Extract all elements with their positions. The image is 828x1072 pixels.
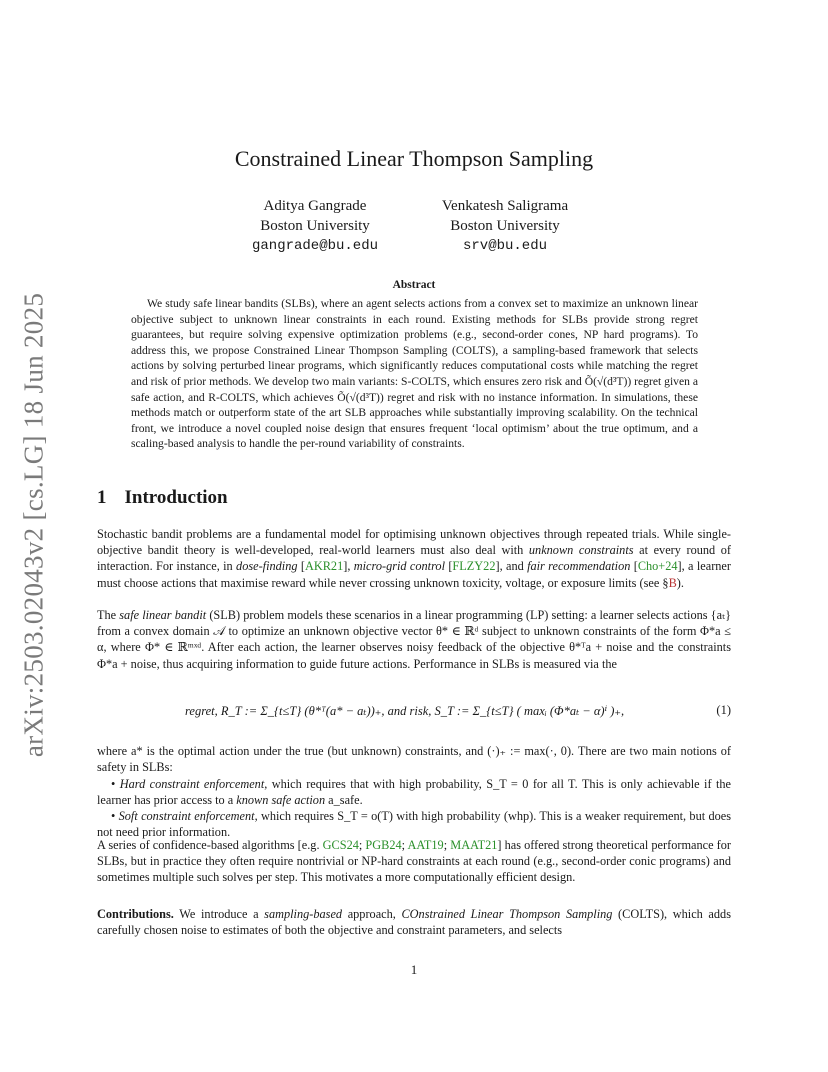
contributions-label: Contributions. [97,907,174,921]
citation-link[interactable]: MAAT21 [450,838,498,852]
citation-link[interactable]: PGB24 [365,838,402,852]
abstract-heading: Abstract [392,279,436,291]
equation-1 [97,694,731,732]
page-number: 1 [410,962,418,977]
author-affiliation: Boston University [450,218,560,234]
author-block-1 [240,196,390,256]
citation-link[interactable]: FLZY22 [452,559,496,574]
abstract-text: We study safe linear bandits (SLBs), where an agent selects actions from a convex set to maximize an unknown linear objective subject to unknown linear constraints in each round. Existing methods for SLBs provide strong regret guarantees, but require solving expensive optimization problems (e.g., second-order cones, NP hard programs). To address this, we propose Constrained Linear Thompson Sampling (COLTS), a sampling-based framework that selects actions by solving perturbed linear programs, which significantly reduces computational costs while matching the regret and risk of prior methods. We develop two main variants: S-COLTS, which ensures zero risk and Õ(√(d³T)) regret given a safe action, and R-COLTS, which achieves Õ(√(d³T)) regret and risk with no instance information. In simulations, these methods match or outperform state of the art SLB approaches while substantially improving scalability. On the technical front, we introduce a novel coupled noise design that ensures frequent ‘local optimism’ about the true optimum, and a scaling-based analysis to handle the per-round variability of constraints. [131,297,698,451]
author-email[interactable]: gangrade@bu.edu [251,238,379,254]
citation-link[interactable]: AKR21 [304,559,344,574]
paragraph-4: A series of confidence-based algorithms [e.g. GCS24; PGB24; AAT19; MAAT21] has offered strong theoretical performance for SLBs, but in practice they often require nontrivial or NP-hard constraints at each round (e.g., second-order conic programs) and sometimes multiple such solves per step. This motivates a more computationally efficient design. [97,838,731,885]
author-affiliation: Boston University [260,218,370,234]
author-email[interactable]: srv@bu.edu [462,238,547,254]
paper-title: Constrained Linear Thompson Sampling [234,146,594,171]
citation-link[interactable]: AAT19 [407,838,444,852]
paragraph-5: Contributions. We introduce a sampling-based approach, COnstrained Linear Thompson Sampling (COLTS), which adds carefully chosen noise to estimates of both the objective and constraint parameters, and selects [97,907,731,938]
author-name: Aditya Gangrade [263,198,367,214]
section-number: 1 [97,487,107,508]
paragraph-1: Stochastic bandit problems are a fundamental model for optimising unknown objectives through repeated trials. While single-objective bandit theory is well-developed, real-world learners must also deal with unknown constraints at every round of interaction. For instance, in dose-finding [AKR21], micro-grid control [FLZY22], and fair recommendation [Cho+24], a learner must choose actions that maximise reward while never crossing unknown toxicity, voltage, or exposure limits (see §B). [97,527,731,590]
bullet-soft-constraint: • Soft constraint enforcement, which requires S_T = o(T) with high probability (whp). This is a weaker requirement, but does not need prior information. [97,809,731,840]
arxiv-identifier [14,292,54,758]
equation-body: regret, R_T := Σ_{t≤T} (θ*ᵀ(a* − aₜ))₊, and risk, S_T := Σ_{t≤T} ( maxᵢ (Φ*aₜ − α)ⁱ )₊, [185,704,625,718]
bullet-hard-constraint: • Hard constraint enforcement, which requires that with high probability, S_T = 0 for all T. This is only achievable if the learner has prior access to a known safe action a_safe. [97,777,731,808]
arxiv-identifier-text: arXiv:2503.02043v2 [cs.LG] 18 Jun 2025 [18,292,49,758]
section-title: Introduction [124,487,228,508]
citation-link[interactable]: Cho+24 [637,559,678,574]
author-block-2 [425,196,585,256]
equation-number: (1) [716,703,731,717]
paragraph-2: The safe linear bandit (SLB) problem models these scenarios in a linear programming (LP) setting: a learner selects actions {aₜ} from a convex domain 𝒜 to optimize an unknown objective vector θ* ∈ ℝᵈ subject to unknown constraints of the form Φ*a ≤ α, where Φ* ∈ ℝᵐˣᵈ. After each action, the learner observes noisy feedback of the objective θ*ᵀa + noise and the constraints Φ*a + noise, thus acquiring information to guide future actions. Performance in SLBs is measured via the [97,608,731,671]
citation-link[interactable]: GCS24 [322,838,359,852]
section-heading [97,487,228,509]
paragraph-3: where a* is the optimal action under the true (but unknown) constraints, and (·)₊ := max(·, 0). There are two main notions of safety in SLBs: [97,744,731,775]
section-ref-link[interactable]: B [668,575,677,590]
author-name: Venkatesh Saligrama [441,198,569,214]
